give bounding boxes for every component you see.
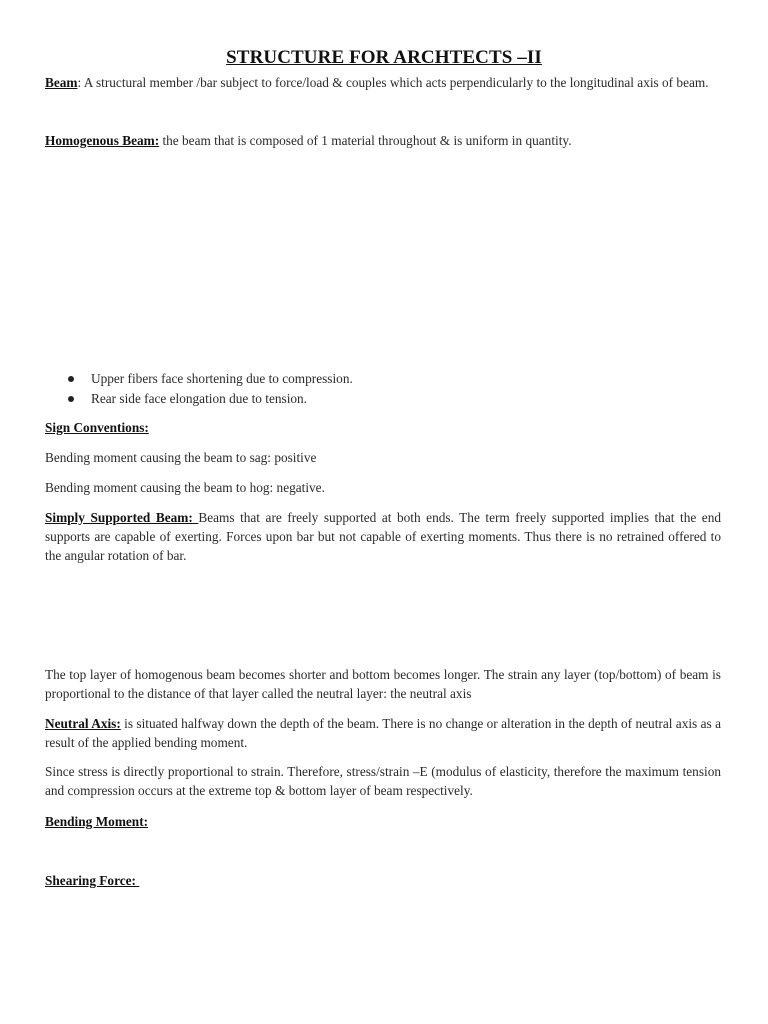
beam-text: : A structural member /bar subject to force/load & couples which acts perpendicularly to the longitudinal axis of beam. (77, 75, 709, 90)
homogenous-beam-term: Homogenous Beam: (45, 133, 160, 148)
top-layer-paragraph: The top layer of homogenous beam becomes shorter and bottom becomes longer. The strain any layer (top/bottom) of beam is proportional to the distance of that layer called the neutral layer: the neutral axis (45, 667, 721, 701)
homogenous-beam-definition (45, 131, 721, 150)
list-item (68, 389, 353, 409)
stress-paragraph: Since stress is directly proportional to strain. Therefore, stress/strain –E (modulus of elasticity, therefore the maximum tension and compression occurs at the extreme top & bottom layer of beam respectively. (45, 764, 721, 798)
neutral-axis-definition (45, 714, 721, 752)
list-item (68, 369, 353, 389)
simply-supported-beam-text: Beams that are freely supported at both ends. The term freely supported implies that the end supports are capable of exerting. Forces upon bar but not capable of exerting moments. Thus there is no retrained offered to the angular rotation of bar. (45, 510, 722, 563)
bullet-icon (68, 376, 74, 382)
shearing-force-heading: Shearing Force: (45, 873, 140, 888)
bullet-text: Rear side face elongation due to tension. (91, 391, 308, 406)
neutral-axis-term: Neutral Axis: (45, 716, 121, 731)
neutral-axis-text: is situated halfway down the depth of the beam. There is no change or alteration in the depth of neutral axis as a result of the applied bending moment. (45, 716, 721, 750)
beam-term: Beam (45, 75, 78, 90)
homogenous-beam-text: the beam that is composed of 1 material throughout & is uniform in quantity. (159, 133, 572, 148)
document-title: STRUCTURE FOR ARCHTECTS –II (226, 47, 542, 68)
beam-definition (45, 73, 721, 92)
sign-conventions-heading: Sign Conventions: (45, 420, 149, 435)
bullet-text: Upper fibers face shortening due to compression. (91, 371, 353, 386)
fiber-bullet-list (68, 369, 353, 409)
simply-supported-beam-definition (45, 508, 721, 565)
bullet-icon (68, 396, 74, 402)
sag-convention: Bending moment causing the beam to sag: positive (45, 450, 317, 465)
hog-convention: Bending moment causing the beam to hog: negative. (45, 480, 325, 495)
bending-moment-heading: Bending Moment: (45, 814, 149, 829)
simply-supported-beam-term: Simply Supported Beam: (45, 510, 199, 525)
